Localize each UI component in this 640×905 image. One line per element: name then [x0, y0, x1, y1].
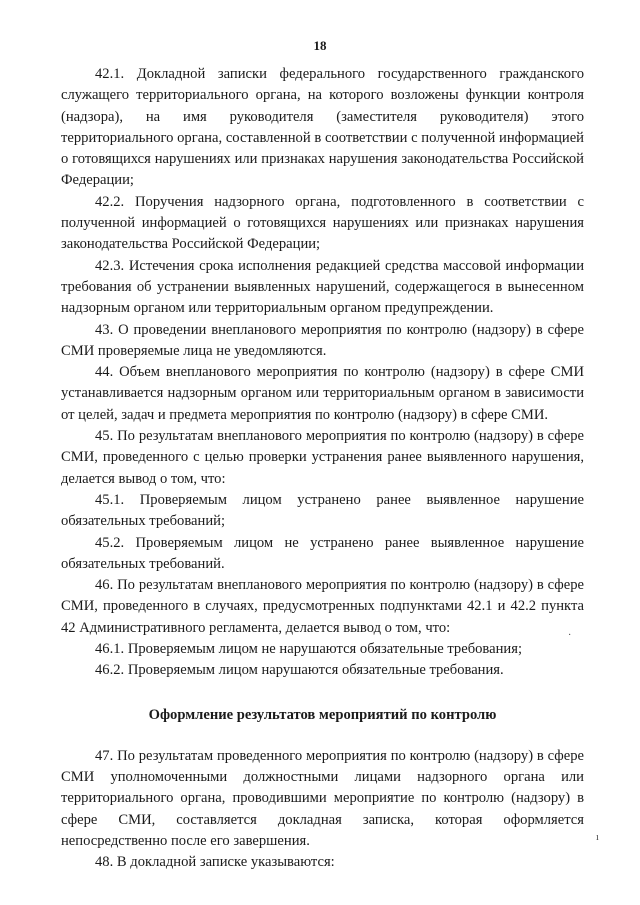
paragraph-47: 47. По результатам проведенного мероприятия по контролю (надзору) в сфере СМИ уполномоченными должностными лицами надзорного органа или территориального органа, проводившими мероприятие по контролю (надзору) в сфере СМИ, составляется докладная записка, которая оформляется непосредственно после его завершения. [61, 747, 584, 849]
document-body [61, 64, 584, 873]
paragraph-43: 43. О проведении внепланового мероприятия по контролю (надзору) в сфере СМИ проверяемые лица не уведомляются. [61, 321, 584, 359]
page-number: 18 [313, 38, 327, 53]
paragraph-42-2: 42.2. Поручения надзорного органа, подготовленного в соответствии с полученной информацией о готовящихся нарушениях или признаках нарушения законодательства Российской Федерации; [61, 193, 584, 253]
paragraph-48: 48. В докладной записке указываются: [95, 854, 335, 871]
paragraph-46-2: 46.2. Проверяемым лицом нарушаются обязательные требования. [95, 662, 504, 679]
section-heading: Оформление результатов мероприятий по контролю [148, 706, 497, 723]
paragraph-46-1: 46.1. Проверяемым лицом не нарушаются обязательные требования; [95, 641, 522, 658]
scan-dot-mark: · [568, 630, 572, 641]
paragraph-45-1: 45.1. Проверяемым лицом устранено ранее выявленное нарушение обязательных требований; [61, 491, 584, 530]
paragraph-42-1: 42.1. Докладной записки федерального государственного гражданского служащего территориального органа, на которого возложены функции контроля (надзора), на имя руководителя (заместителя руководителя) этого территориального органа, составленной в соответствии с полученной информацией о готовящихся нарушениях или признаках нарушения законодательства Российской Федерации; [61, 66, 584, 189]
paragraph-44: 44. Объем внепланового мероприятия по контролю (надзору) в сфере СМИ устанавливается надзорным органом или территориальным органом в зависимости от целей, задач и предмета мероприятия по контролю (надзору) в сфере СМИ. [61, 364, 584, 423]
paragraph-45-2: 45.2. Проверяемым лицом не устранено ранее выявленное нарушение обязательных требований. [61, 534, 584, 572]
paragraph-46: 46. По результатам внепланового мероприятия по контролю (надзору) в сфере СМИ, проведенного в случаях, предусмотренных подпунктами 42.1 и 42.2 пункта 42 Административного регламента, делается вывод о том, что: [61, 577, 584, 636]
paragraph-45: 45. По результатам внепланового мероприятия по контролю (надзору) в сфере СМИ, проведенного с целью проверки устранения ранее выявленного нарушения, делается вывод о том, что: [61, 428, 584, 487]
paragraph-42-3: 42.3. Истечения срока исполнения редакцией средства массовой информации требования об устранении выявленных нарушений, содержащегося в вынесенном надзорным органом или территориальным органом предупреждении. [61, 257, 584, 317]
scan-tick-mark: ı [596, 832, 599, 843]
